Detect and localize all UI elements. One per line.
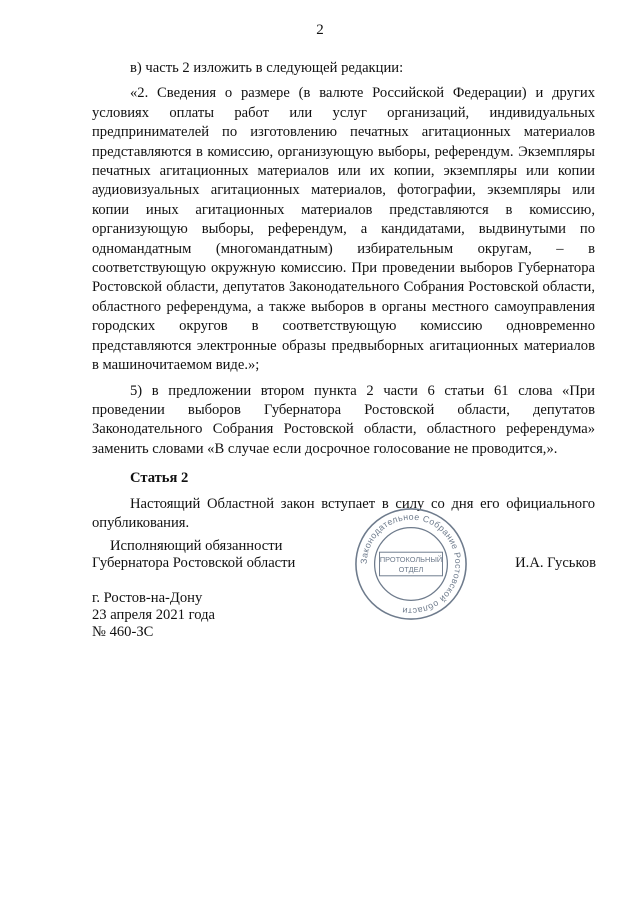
signatory-name: И.А. Гуськов (515, 555, 596, 571)
signature-title-line1: Исполняющий обязанности (110, 538, 283, 554)
place-date-block (92, 590, 215, 641)
article-2-text: Настоящий Областной закон вступает в силу со дня его официального опубликования. (92, 495, 595, 531)
signature-title (92, 538, 295, 572)
signature-title-line2: Губернатора Ростовской области (92, 555, 296, 571)
stamp-center-line1: ПРОТОКОЛЬНЫЙ (379, 555, 443, 565)
date: 23 апреля 2021 года (92, 607, 215, 623)
stamp-ring-text: Законодательное Собрание Ростовской области (358, 511, 464, 617)
stamp-center-line2: ОТДЕЛ (398, 564, 424, 574)
law-number: № 460-ЗС (92, 624, 154, 640)
page-number: 2 (316, 22, 324, 38)
document-body (92, 59, 595, 533)
city: г. Ростов-на-Дону (92, 590, 203, 606)
paragraph-item-5: 5) в предложении втором пункта 2 части 6 статьи 61 слова «При проведении выборов Губернатора Ростовской области, депутатов Законодательного Собрания Ростовской области, областного референдума» заменить словами «В случае если досрочное голосование не проводится,». (92, 382, 595, 457)
official-stamp (352, 505, 470, 623)
paragraph-item-v: в) часть 2 изложить в следующей редакции: (130, 60, 404, 76)
article-2-title: Статья 2 (130, 470, 189, 487)
paragraph-part-2-text: «2. Сведения о размере (в валюте Российской Федерации) и других условиях оплаты работ или услуг организаций, индивидуальных предпринимателей по изготовлению печатных агитационных материалов представляются в комиссию, организующую выборы, референдум. Экземпляры печатных агитационных материалов или их копии, экземпляры или копии аудиовизуальных агитационных материалов, фотографии, экземпляры или копии иных агитационных материалов представляются в комиссию, организующую выборы, референдум, а кандидатами, выдвинутыми по одномандатным (многомандатным) избирательным округам, – в соответствующую окружную комиссию. При проведении выборов Губернатора Ростовской области, депутатов Законодательного Собрания Ростовской области, областного референдума, а также выборов в органы местного самоуправления городских округов в соответствующую комиссию одновременно представляются электронные образы предвыборных агитационных материалов в машиночитаемом виде.»; (92, 85, 595, 374)
